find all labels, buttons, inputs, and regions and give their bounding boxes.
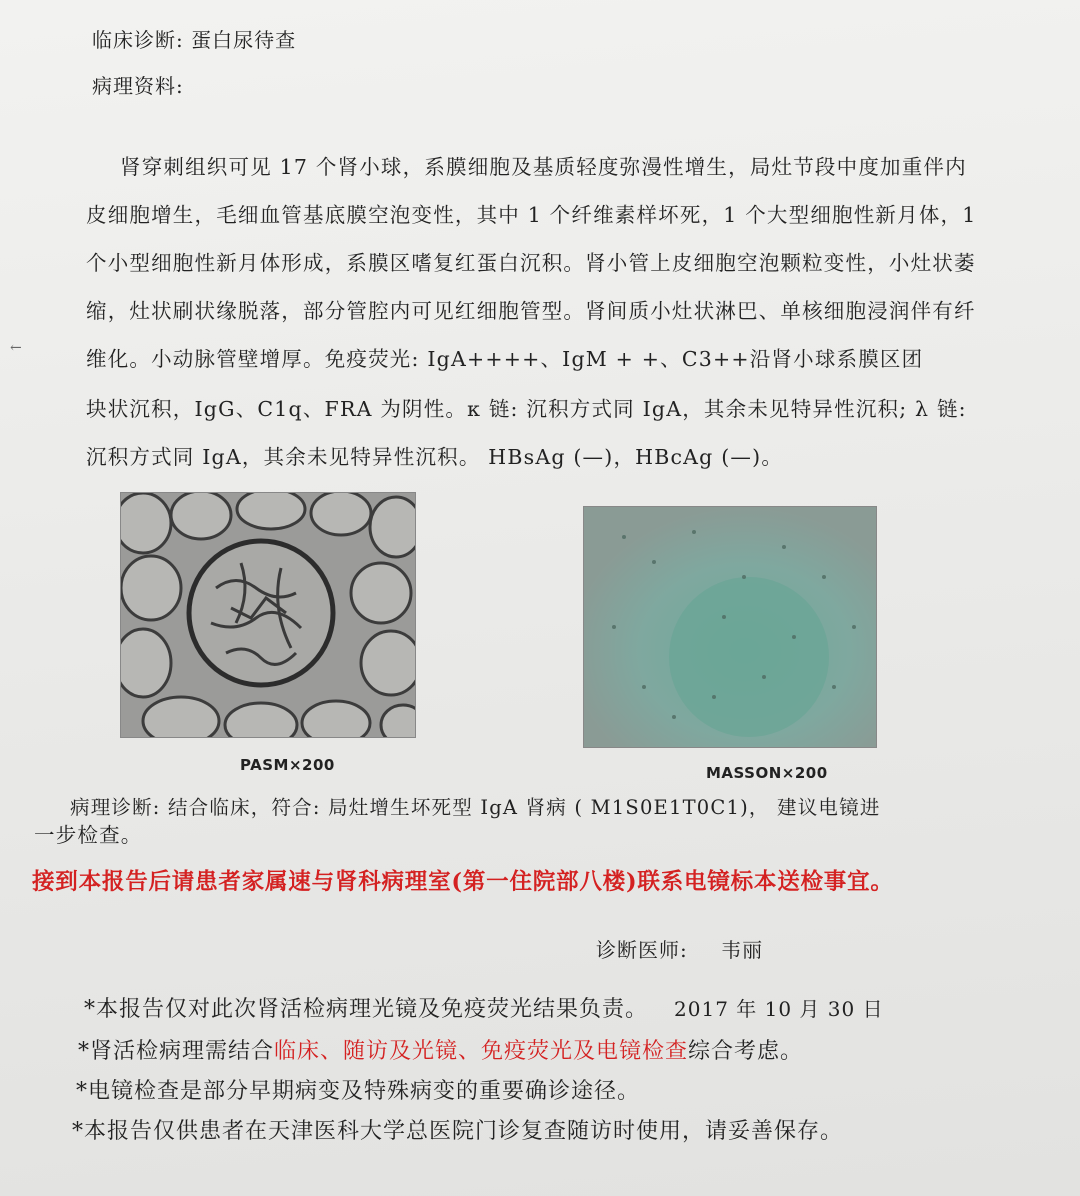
pathology-diagnosis-line: 病理诊断: 结合临床，符合: 局灶增生坏死型 IgA 肾病 ( M1S0E1T0C1)， 建议电镜进 [70, 796, 881, 819]
report-date: 2017 年 10 月 30 日 [674, 997, 884, 1021]
pasm-micrograph [120, 492, 416, 738]
description-line: 块状沉积，IgG、C1q、FRA 为阴性。κ 链: 沉积方式同 IgA，其余未见特异性沉积; λ 链: [86, 397, 967, 421]
description-line: 缩，灶状刷状缘脱落，部分管腔内可见红细胞管型。肾间质小灶状淋巴、单核细胞浸润伴有纤 [86, 299, 976, 323]
report-note: *电镜检查是部分早期病变及特殊病变的重要确诊途径。 [76, 1079, 641, 1104]
description-line: 个小型细胞性新月体形成，系膜区嗜复红蛋白沉积。肾小管上皮细胞空泡颗粒变性，小灶状萎 [86, 251, 976, 275]
electron-microscopy-notice: 接到本报告后请患者家属速与肾科病理室(第一住院部八楼)联系电镜标本送检事宜。 [32, 869, 894, 895]
pasm-micrograph-icon [121, 493, 415, 737]
description-line: 肾穿刺组织可见 17 个肾小球，系膜细胞及基质轻度弥漫性增生，局灶节段中度加重伴内 [120, 155, 967, 179]
note-text: *本报告仅对此次肾活检病理光镜及免疫荧光结果负责。 [84, 997, 649, 1022]
description-line: 皮细胞增生，毛细血管基底膜空泡变性，其中 1 个纤维素样坏死，1 个大型细胞性新月体，1 [86, 203, 977, 227]
pasm-caption: PASM×200 [240, 756, 335, 774]
description-line: 沉积方式同 IgA，其余未见特异性沉积。 HBsAg (—)，HBcAg (—)。 [86, 445, 784, 469]
note-suffix: 综合考虑。 [688, 1039, 804, 1064]
clinical-diagnosis [92, 24, 296, 53]
report-note [84, 992, 884, 1023]
doctor-name: 韦丽 [721, 938, 764, 962]
clinical-diagnosis-value: 蛋白尿待查 [191, 28, 297, 52]
masson-micrograph-icon [584, 507, 876, 747]
description-line: 维化。小动脉管壁增厚。免疫荧光: IgA++++、IgM + +、C3++沿肾小球系膜区团 [86, 347, 924, 371]
report-note [78, 1034, 803, 1065]
masson-caption: MASSON×200 [706, 764, 828, 782]
clinical-diagnosis-label: 临床诊断: [92, 28, 184, 52]
report-note: *本报告仅供患者在天津医科大学总医院门诊复查随访时使用，请妥善保存。 [72, 1119, 844, 1144]
note-highlight: 临床、随访及光镜、免疫荧光及电镜检查 [274, 1039, 689, 1064]
note-prefix: *肾活检病理需结合 [78, 1039, 275, 1064]
pathology-diagnosis-line: 一步检查。 [34, 823, 143, 847]
diagnosing-doctor [596, 934, 763, 963]
masson-micrograph [583, 506, 877, 748]
pathology-data-label: 病理资料: [92, 74, 184, 98]
margin-arrow-mark: ← [10, 340, 22, 356]
doctor-label: 诊断医师: [596, 938, 688, 962]
